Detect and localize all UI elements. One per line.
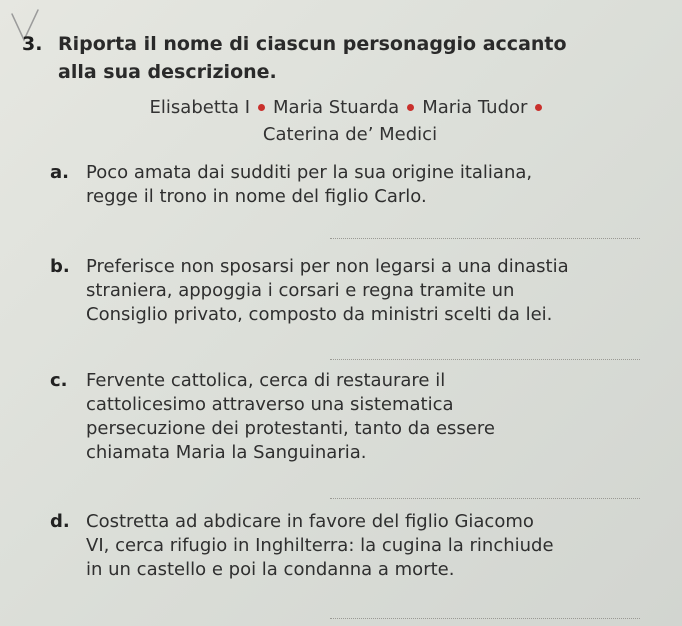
bullet-icon [258, 104, 265, 111]
item-letter: b. [50, 256, 70, 277]
item-letter: d. [50, 511, 70, 532]
item-c [50, 369, 650, 465]
name-options [60, 94, 640, 148]
exercise-title-line-1: Riporta il nome di ciascun personaggio accanto [58, 33, 567, 55]
item-line: regge il trono in nome del figlio Carlo. [86, 186, 427, 207]
item-line: Costretta ad abdicare in favore del figlio Giacomo [86, 511, 534, 532]
item-line: Consiglio privato, composto da ministri scelti da lei. [86, 304, 553, 325]
item-line: Fervente cattolica, cerca di restaurare il [86, 370, 446, 391]
name-option: Maria Tudor [422, 97, 528, 118]
item-line: persecuzione dei protestanti, tanto da essere [86, 418, 495, 439]
exercise-title-line-2: alla sua descrizione. [58, 61, 277, 83]
item-line: VI, cerca rifugio in Inghilterra: la cugina la rinchiude [86, 535, 554, 556]
item-a [50, 161, 650, 209]
item-line: straniera, appoggia i corsari e regna tramite un [86, 280, 515, 301]
item-letter: a. [50, 162, 69, 183]
exercise-number: 3. [22, 33, 43, 55]
answer-line-a[interactable] [330, 238, 640, 239]
bullet-icon [535, 104, 542, 111]
name-options-row-1 [60, 94, 640, 121]
exercise-title [22, 30, 642, 86]
name-option: Maria Stuarda [273, 97, 400, 118]
name-option: Caterina de’ Medici [262, 124, 438, 145]
item-line: chiamata Maria la Sanguinaria. [86, 442, 367, 463]
answer-line-b[interactable] [330, 359, 640, 360]
name-option: Elisabetta I [149, 97, 251, 118]
bullet-icon [407, 104, 414, 111]
item-d [50, 510, 650, 582]
item-letter: c. [50, 370, 68, 391]
name-options-row-2 [60, 121, 640, 148]
item-b [50, 255, 650, 327]
answer-line-d[interactable] [330, 618, 640, 619]
answer-line-c[interactable] [330, 498, 640, 499]
item-line: in un castello e poi la condanna a morte. [86, 559, 455, 580]
item-line: Poco amata dai sudditi per la sua origine italiana, [86, 162, 533, 183]
item-line: cattolicesimo attraverso una sistematica [86, 394, 454, 415]
item-line: Preferisce non sposarsi per non legarsi a una dinastia [86, 256, 569, 277]
